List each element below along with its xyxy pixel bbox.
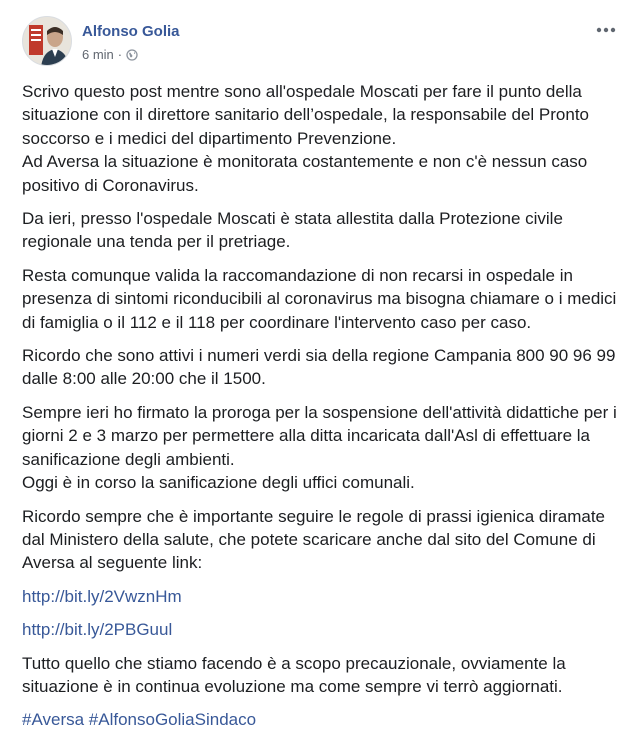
post-paragraph: Ricordo sempre che è importante seguire le regole di prassi igienica diramate dal Ministero della salute, che potete scaricare anche dal sito del Comune di Aversa al seguente link: — [22, 506, 606, 573]
hashtag-aversa[interactable]: #Aversa — [22, 710, 85, 730]
post-header — [22, 16, 622, 72]
avatar[interactable] — [22, 16, 72, 66]
meta-separator: · — [117, 47, 123, 62]
avatar-image — [23, 17, 72, 66]
hashtags — [22, 708, 622, 731]
post-time[interactable]: 6 min — [82, 47, 114, 62]
post-body — [22, 80, 622, 742]
post-paragraph: Resta comunque valida la raccomandazione di non recarsi in ospedale in presenza di sintomi riconducibili al coronavirus ma bisogna chiamare o i medici di famiglia o il 112 e il 118 per coordinare l'intervento caso per caso. — [22, 265, 617, 332]
post-paragraph: Ricordo che sono attivi i numeri verdi sia della regione Campania 800 90 96 99 dalle 8:00 alle 20:00 che il 1500. — [22, 346, 616, 389]
more-options-icon[interactable] — [594, 20, 618, 40]
post-paragraph: Scrivo questo post mentre sono all'ospedale Moscati per fare il punto della situazione con il direttore sanitario dell’ospedale, la responsabile del Pronto soccorso e i medici del dipartimento Prevenzione. Ad Aversa la situazione è monitorata costantemente e non c'è nessun caso positivo di Coronavirus. — [22, 82, 590, 195]
post-paragraph: Sempre ieri ho firmato la proroga per la sospensione dell'attività didattiche per i giorni 2 e 3 marzo per permettere alla ditta incaricata dall'Asl di effettuare la sanificazione degli ambienti. Oggi è in corso la sanificazione degli uffici comunali. — [22, 402, 617, 493]
link-1[interactable]: http://bit.ly/2VwznHm — [22, 586, 182, 606]
link-2[interactable]: http://bit.ly/2PBGuul — [22, 620, 173, 640]
post-paragraph: Tutto quello che stiamo facendo è a scopo precauzionale, ovviamente la situazione è in continua evoluzione ma come sempre vi terrò aggiornati. — [22, 653, 566, 696]
author-name[interactable]: Alfonso Golia — [82, 23, 180, 40]
hashtag-alfonso-golia-sindaco[interactable]: #AlfonsoGoliaSindaco — [88, 710, 257, 730]
globe-icon[interactable] — [126, 49, 138, 61]
post-paragraph: Da ieri, presso l'ospedale Moscati è stata allestita dalla Protezione civile regionale una tenda per il pretriage. — [22, 209, 563, 252]
post-meta — [82, 47, 138, 62]
